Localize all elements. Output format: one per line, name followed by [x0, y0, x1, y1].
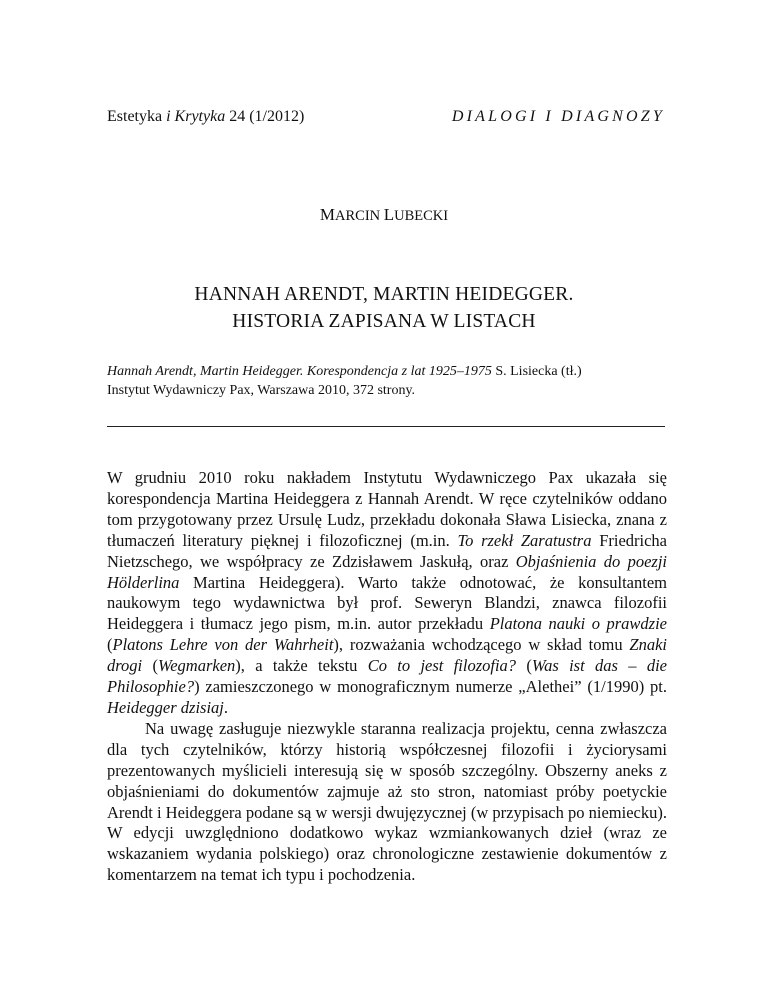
journal-issue: 24 (1/2012): [225, 108, 305, 125]
article-title: [0, 281, 768, 335]
text-run: W grudniu 2010 roku nakładem Instytutu Wydawniczego Pax ukazała się korespondencja Martina Heideggera z Hannah Arendt. W ręce czytelników oddano tom przygotowany przez Ursulę Ludz, przekładu dokonała Sława Lisiecka, znana z tłumaczeń literatury pięknej i filozoficznej (m.in.: [107, 468, 667, 550]
bibliographic-reference: [107, 362, 667, 400]
text-run: (: [516, 656, 532, 676]
book-title: Hannah Arendt, Martin Heidegger. Korespondencja z lat 1925–1975: [107, 364, 492, 379]
article-body: [107, 468, 667, 886]
italic-run: To rzekł Zaratustra: [457, 530, 592, 550]
paragraph-1: [107, 468, 667, 719]
italic-run: Znaki drogi: [107, 635, 667, 676]
article-title-line-1: HANNAH ARENDT, MARTIN HEIDEGGER.: [194, 284, 574, 305]
italic-run: Heidegger dzisiaj: [107, 697, 224, 717]
author-name: [0, 205, 768, 225]
author-last-rest: UBECKI: [394, 208, 449, 224]
text-run: Martina Heideggera). Warto także odnotować, że konsultantem naukowym tego wydawnictwa był prof. Seweryn Blandzi, znawca filozofii Heideggera i tłumacz jego pism, m.in. autor przekładu: [107, 572, 667, 634]
italic-run: Was ist das – die Philosophie?: [107, 656, 667, 697]
text-run: ), rozważania wchodzącego w skład tomu: [333, 635, 630, 655]
italic-run: Objaśnienia do poezji Hölderlina: [107, 551, 667, 592]
journal-citation: [107, 108, 304, 126]
journal-name-i: i: [166, 108, 171, 125]
article-title-line-2: HISTORIA ZAPISANA W LISTACH: [232, 311, 536, 332]
text-run: (: [107, 635, 113, 655]
publisher: Instytut Wydawniczy Pax, Warszawa 2010, 372 strony.: [107, 383, 416, 398]
journal-name-krytyka: Krytyka: [174, 108, 226, 125]
text-run: Friedricha Nietzschego, we współpracy ze Zdzisławem Jaskułą, oraz: [107, 530, 667, 571]
italic-run: Wegmarken: [157, 656, 236, 676]
author-first-initial: M: [319, 205, 335, 224]
text-run: (: [142, 656, 158, 676]
translator: S. Lisiecka (tł.): [491, 364, 582, 379]
journal-name-part: Estetyka: [107, 108, 167, 125]
text-run: ) zamieszczonego w monograficznym numerze „Alethei” (1/1990) pt.: [194, 677, 667, 697]
horizontal-rule: [107, 426, 665, 427]
italic-run: Platons Lehre von der Wahrheit: [112, 635, 334, 655]
section-title: DIALOGI I DIAGNOZY: [451, 108, 665, 125]
bib-line-1: [107, 362, 667, 381]
italic-run: Co to jest filozofia?: [367, 656, 517, 676]
italic-run: Platona nauki o prawdzie: [489, 614, 667, 634]
author-first-rest: ARCIN: [335, 208, 381, 224]
paragraph-2: Na uwagę zasługuje niezwykle staranna realizacja projektu, cenna zwłaszcza dla tych czytelników, którzy historią współczesnej filozofii i życiorysami prezentowanych myślicieli interesują się w sposób szczególny. Obszerny aneks z objaśnieniami do dokumentów zajmuje aż sto stron, natomiast próby poetyckie Arendt i Heideggera podane są w wersji dwujęzycznej (w przypisach po niemiecku). W edycji uwzględniono dodatkowo wykaz wzmiankowanych dzieł (wraz ze wskazaniem wydania polskiego) oraz chronologiczne zestawienie dokumentów z komentarzem na temat ich typu i pochodzenia.: [107, 718, 667, 885]
text-run: ), a także tekstu: [235, 656, 368, 676]
text-run: .: [223, 697, 228, 717]
author-last-initial: L: [383, 205, 395, 224]
